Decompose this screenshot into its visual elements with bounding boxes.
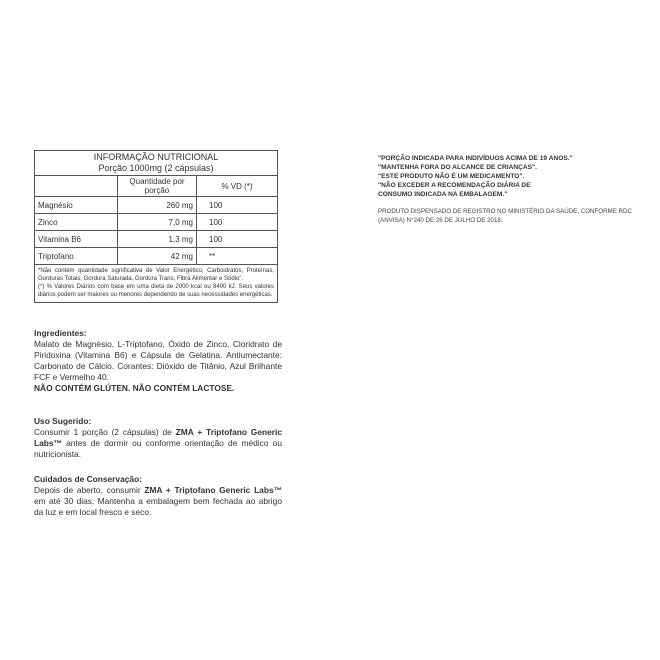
header-quantity: Quantidade por porção <box>118 176 197 197</box>
warning-line: "PORÇÃO INDICADA PARA INDIVÍDUOS ACIMA DE 19 ANOS." <box>378 155 573 162</box>
nutrient-quantity: 1,3 mg <box>118 231 197 248</box>
nutrient-quantity: 42 mg <box>118 248 197 265</box>
usage-text-end: antes de dormir ou conforme orientação de médico ou nutricionista. <box>34 438 282 459</box>
nutrient-name: Zinco <box>35 214 118 231</box>
nutrition-facts-panel <box>34 150 282 303</box>
header-daily-value: % VD (*) <box>197 176 278 197</box>
storage-text-start: Depois de aberto, consumir <box>34 485 145 495</box>
nutrient-daily-value: 100 <box>197 231 278 248</box>
nutrient-name: Magnésio <box>35 197 118 214</box>
storage-product-name: ZMA + Triptofano Generic Labs™ <box>144 485 282 495</box>
ingredients-text: Malato de Magnésio, L-Triptofano, Óxido de Zinco, Cloridrato de Piridoxina (Vitamina B6) e Cápsula de Gelatina. Antiumectante: Carbonato de Cálcio. Corantes: Dióxido de Titânio, Azul Brilhante FCF e Vermelho 40. <box>34 339 282 382</box>
usage-heading: Uso Sugerido: <box>34 416 92 426</box>
usage-text <box>34 427 282 460</box>
footnote-daily-values: (*) % Valores Diários com base em uma dieta de 2000 kcal ou 8400 kJ. Seus valores diários podem ser maiores ou menores dependendo de suas necessidades energéticas. <box>38 284 274 298</box>
table-footnote <box>35 265 278 303</box>
header-empty-cell <box>35 176 118 197</box>
table-title: INFORMAÇÃO NUTRICIONAL <box>93 152 219 162</box>
nutrient-quantity: 7,0 mg <box>118 214 197 231</box>
nutrient-daily-value: ** <box>197 248 278 265</box>
usage-product-name: ZMA + Triptofano Generic Labs™ <box>34 427 282 448</box>
warning-line: "MANTENHA FORA DO ALCANCE DE CRIANÇAS". <box>378 164 538 171</box>
table-row <box>35 248 278 265</box>
nutrient-name: Vitamina B6 <box>35 231 118 248</box>
usage-section <box>34 416 282 460</box>
storage-text <box>34 485 282 518</box>
table-row <box>35 231 278 248</box>
nutrient-daily-value: 100 <box>197 214 278 231</box>
table-row <box>35 197 278 214</box>
ingredients-heading: Ingredientes: <box>34 328 87 338</box>
nutrient-name: Triptofano <box>35 248 118 265</box>
table-row <box>35 214 278 231</box>
nutrition-table <box>34 150 278 303</box>
table-portion: Porção 1000mg (2 cápsulas) <box>98 163 214 173</box>
nutrient-quantity: 260 mg <box>118 197 197 214</box>
allergen-statement: NÃO CONTÉM GLÚTEN. NÃO CONTÉM LACTOSE. <box>34 383 235 393</box>
footnote-insignificant: *Não contém quantidade significativa de Valor Energético, Carboidratos, Proteínas, Gorduras Totais, Gordura Saturada, Gordura Trans, Fibra Alimentar e Sódio". <box>38 268 274 282</box>
warning-line: CONSUMO INDICADA NA EMBALAGEM." <box>378 191 508 198</box>
ingredients-section <box>34 328 282 394</box>
storage-text-end: em até 30 dias. Mantenha a embalagem bem fechada ao abrigo da luz e em local fresco e seco. <box>34 496 282 517</box>
usage-text-start: Consumir 1 porção (2 cápsulas) de <box>34 427 176 437</box>
warning-line: "NÃO EXCEDER A RECOMENDAÇÃO DIÁRIA DE <box>378 182 531 189</box>
warning-line: "ESTE PRODUTO NÃO É UM MEDICAMENTO". <box>378 173 525 180</box>
storage-section <box>34 474 282 518</box>
registration-notice: PRODUTO DISPENSADO DE REGISTRO NO MINISTÉRIO DA SAÚDE, CONFORME RDC (ANVISA) N°240 DE 26 DE JULHO DE 2018. <box>378 208 632 224</box>
warnings-panel <box>378 154 638 225</box>
storage-heading: Cuidados de Conservação: <box>34 474 142 484</box>
nutrient-daily-value: 100 <box>197 197 278 214</box>
table-title-cell <box>35 151 278 176</box>
